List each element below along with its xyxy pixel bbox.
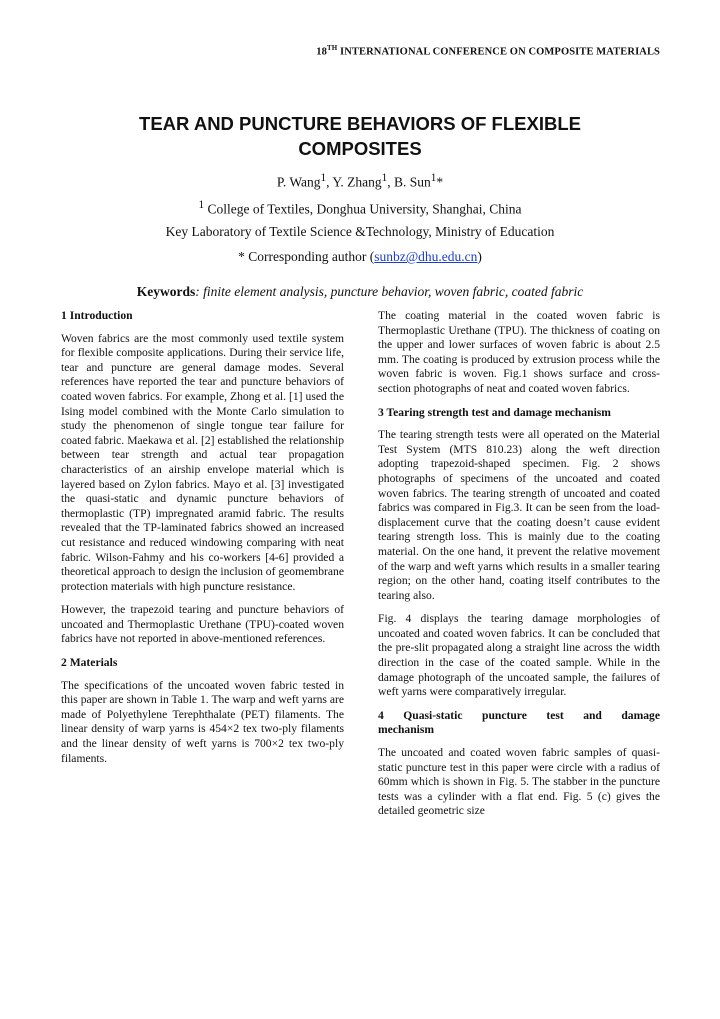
conference-header: 18TH INTERNATIONAL CONFERENCE ON COMPOSITE MATERIALS <box>316 44 660 58</box>
section-heading-materials: 2 Materials <box>61 656 118 670</box>
section-heading-tearing: 3 Tearing strength test and damage mechanism <box>378 405 611 419</box>
section-heading-introduction: 1 Introduction <box>61 309 133 322</box>
keywords-text: : finite element analysis, puncture behavior, woven fabric, coated fabric <box>195 284 584 299</box>
keywords <box>0 284 720 300</box>
paragraph: The coating material in the coated woven fabric is Thermoplastic Urethane (TPU). The thickness of coating on the upper and lower surfaces of woven fabric is about 2.5 mm. The coating is produced by extrusion process while the woven fabric is woven. Fig.1 shows surface and cross-section photographs of neat and coated woven fabrics. <box>378 309 660 395</box>
author-email-link[interactable]: sunbz@dhu.edu.cn <box>374 249 478 264</box>
authors: P. Wang$^1$, Y. Zhang$^1$, B. Sun$^1$* <box>276 172 444 190</box>
paragraph: The tearing strength tests were all operated on the Material Test System (MTS 810.23) along the weft direction adopting trapezoid-shaped specimen. Fig. 2 shows photographs of specimens of the uncoated and coated woven fabrics. The tearing strength of uncoated and coated fabrics was compared in Fig.3. It can be seen from the load-displacement curve that the coating doesn’t cause evident tearing strength loss. This is mainly due to the coating material. On the one hand, it prevent the relative movement of the warp and weft yarns which results in a smaller tearing region; on the other hand, coating itself contributes to the tearing also. <box>378 428 660 602</box>
paragraph: The specifications of the uncoated woven fabric tested in this paper are shown in Table 1. The warp and weft yarns are made of Polyethylene Terephthalate (PET) filaments. The linear density of warp yarns is 454×2 tex two-ply filaments and the linear density of weft yarns is 700×2 tex two-ply filaments. <box>61 678 344 765</box>
paragraph: Fig. 4 displays the tearing damage morphologies of uncoated and coated woven fabrics. It can be concluded that the pre-slit propagated along a straight line across the width direction in the case of the coated sample. While in the damage photograph of the uncoated sample, the failures of weft yarns were comparatively irregular. <box>378 612 660 699</box>
title-line-2: COMPOSITES <box>298 138 422 159</box>
paragraph: However, the trapezoid tearing and puncture behaviors of uncoated and Thermoplastic Urethane (TPU)-coated woven fabrics have not reported in above-mentioned references. <box>61 603 344 646</box>
keywords-label: Keywords <box>136 284 196 299</box>
left-column <box>61 309 344 775</box>
affiliation-line-2: Key Laboratory of Textile Science &Technology, Ministry of Education <box>165 224 555 239</box>
paper-title <box>0 111 720 161</box>
paragraph: Woven fabrics are the most commonly used textile system for flexible composite applications. During their service life, tear and puncture are general damage modes. Several references have reported the tear and puncture behaviors of coated woven fabrics. For example, Zhong et al. [1] used the Ising model combined with the Monte Carlo simulation to study the phenomenon of single tongue tear failure for coated fabric. Maekawa et al. [2] established the relationship between tear strength and actual tear propagation characteristics of an airship envelope material which is layered based on Zylon fabrics. Mayo et al. [3] investigated the quasi-static and dynamic puncture behaviors of thermoplastic (TP) impregnated aramid fabric. The results revealed that the TP-laminated fabrics showed an increased cut resistance and reduced windowing comparing with neat fabric. Wilson-Fahmy and his co-workers [4-6] provided a theoretical approach to design the inclusion of geomembrane protection materials with high puncture resistance. <box>61 331 344 593</box>
corresponding-author: * Corresponding author (sunbz@dhu.edu.cn) <box>238 249 482 264</box>
affiliation-line-1: $^1$ College of Textiles, Donghua University, Shanghai, China <box>198 199 522 217</box>
paragraph: The uncoated and coated woven fabric samples of quasi-static puncture test in this paper were circle with a radius of 60mm which is shown in Fig. 5. The stabber in the puncture tests was a cylinder with a flat end. Fig. 5 (c) gives the detailed geometric size <box>378 746 660 818</box>
title-line-1: TEAR AND PUNCTURE BEHAVIORS OF FLEXIBLE <box>139 113 581 134</box>
section-heading-puncture: 4 Quasi-static puncture test and damage mechanism <box>378 708 660 737</box>
right-column <box>378 309 660 828</box>
